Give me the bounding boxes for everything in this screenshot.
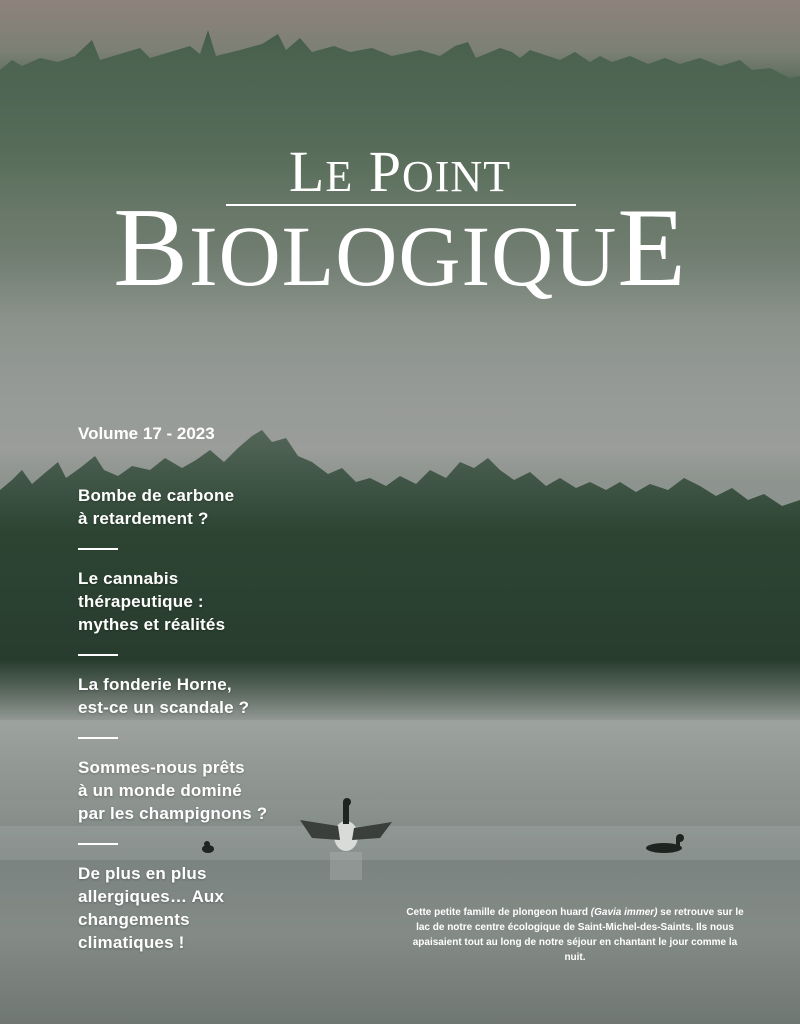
masthead-biologique: BIOLOGIQUE	[113, 186, 687, 310]
toc-item-carbon-bomb[interactable]: Bombe de carbone à retardement ?	[78, 486, 235, 528]
species-name: (Gavia immer)	[590, 907, 658, 918]
loon-reflection	[330, 852, 362, 880]
toc-item-horne-smelter[interactable]: La fonderie Horne, est-ce un scandale ?	[78, 675, 250, 717]
toc-item-allergies[interactable]: De plus en plus allergiques… Aux changements climatiques !	[78, 864, 225, 952]
masthead	[0, 139, 800, 310]
volume-label: Volume 17 - 2023	[78, 424, 215, 443]
toc-divider	[78, 843, 118, 845]
masthead-le-point: LE POINT	[288, 139, 512, 204]
toc-item-cannabis[interactable]: Le cannabis thérapeutique : mythes et réalités	[78, 569, 226, 634]
toc-divider	[78, 654, 118, 656]
toc-divider	[78, 737, 118, 739]
photo-caption: Cette petite famille de plongeon huard (Gavia immer) se retrouve sur le lac de notre centre écologique de Saint-Michel-des-Saints. Ils nous apaisaient tout au long de notre séjour en chantant le jour comme la nuit.	[406, 907, 744, 963]
toc-divider	[78, 548, 118, 550]
toc-item-fungi[interactable]: Sommes-nous prêts à un monde dominé par les champignons ?	[78, 758, 268, 823]
table-of-contents	[78, 484, 308, 954]
